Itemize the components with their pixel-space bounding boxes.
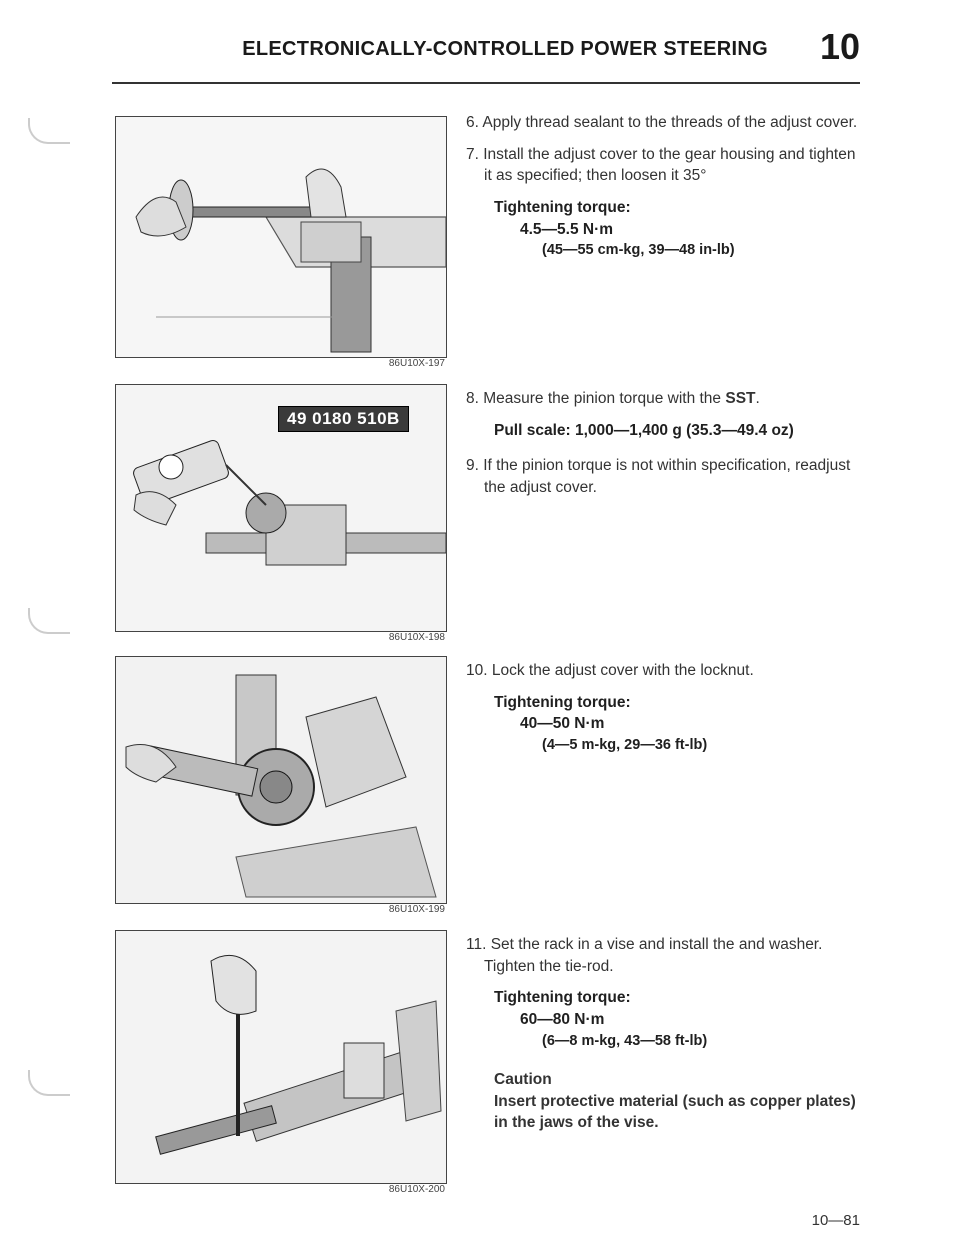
step-7: 7. Install the adjust cover to the gear housing and tighten it as specified; then loosen it 35° bbox=[466, 145, 856, 185]
sst-label: SST bbox=[725, 390, 756, 407]
figure-caption: 86U10X-199 bbox=[388, 904, 445, 915]
step-8 bbox=[466, 388, 866, 410]
spec-value: 4.5—5.5 N·m bbox=[520, 220, 614, 238]
spec-value: 40—50 N·m bbox=[520, 715, 605, 733]
step-10-block bbox=[466, 660, 866, 755]
figure-caption: 86U10X-200 bbox=[388, 1184, 445, 1195]
spec-value: 60—80 N·m bbox=[520, 1011, 605, 1029]
steps-8-9 bbox=[466, 388, 866, 509]
caution-text: Insert protective material (such as copper plates) in the jaws of the vise. bbox=[494, 1092, 856, 1132]
figure-torque-wrench bbox=[115, 116, 447, 358]
page-number: 10—81 bbox=[811, 1212, 860, 1229]
section-title: ELECTRONICALLY-CONTROLLED POWER STEERING bbox=[242, 38, 768, 60]
figure-torque-wrench-illustration bbox=[116, 117, 446, 357]
figure-caption: 86U10X-198 bbox=[388, 632, 445, 643]
spec-alt-units: (4—5 m-kg, 29—36 ft-lb) bbox=[542, 737, 708, 754]
page-header bbox=[112, 18, 860, 84]
step-11-torque-spec bbox=[466, 987, 866, 1051]
spec-alt-units: (6—8 m-kg, 43—58 ft-lb) bbox=[542, 1032, 708, 1049]
sst-part-number-badge: 49 0180 510B bbox=[278, 406, 409, 432]
figure-caption: 86U10X-197 bbox=[388, 358, 445, 369]
margin-mark bbox=[28, 118, 70, 144]
step-11-block bbox=[466, 934, 866, 1134]
step-11: 11. Set the rack in a vise and install the and washer. Tighten the tie-rod. bbox=[466, 936, 823, 975]
step-9: 9. If the pinion torque is not within specification, readjust the adjust cover. bbox=[466, 457, 851, 497]
pull-scale-spec: Pull scale: 1,000—1,400 g (35.3—49.4 oz) bbox=[494, 421, 794, 439]
spec-label: Tightening torque: bbox=[494, 693, 631, 711]
step-8-suffix: . bbox=[755, 390, 760, 407]
step-8-text: 8. Measure the pinion torque with the bbox=[466, 390, 726, 407]
figure-tie-rod-vise-illustration bbox=[116, 931, 446, 1183]
figure-locknut-wrench-illustration bbox=[116, 657, 446, 903]
caution-title: Caution bbox=[494, 1071, 552, 1089]
margin-mark bbox=[28, 1070, 70, 1096]
step-10-torque-spec bbox=[466, 692, 866, 756]
spec-label: Tightening torque: bbox=[494, 989, 631, 1007]
figure-tie-rod-vise bbox=[115, 930, 447, 1184]
step-6: 6. Apply thread sealant to the threads of the adjust cover. bbox=[466, 114, 858, 131]
steps-6-7 bbox=[466, 112, 866, 261]
spec-alt-units: (45—55 cm-kg, 39—48 in-lb) bbox=[542, 242, 735, 259]
step-7-torque-spec bbox=[466, 197, 866, 261]
caution-box bbox=[466, 1069, 866, 1134]
chapter-number: 10 bbox=[819, 26, 860, 67]
figure-locknut-wrench bbox=[115, 656, 447, 904]
spec-label: Tightening torque: bbox=[494, 199, 631, 217]
margin-mark bbox=[28, 608, 70, 634]
step-10: 10. Lock the adjust cover with the locknut. bbox=[466, 662, 754, 679]
